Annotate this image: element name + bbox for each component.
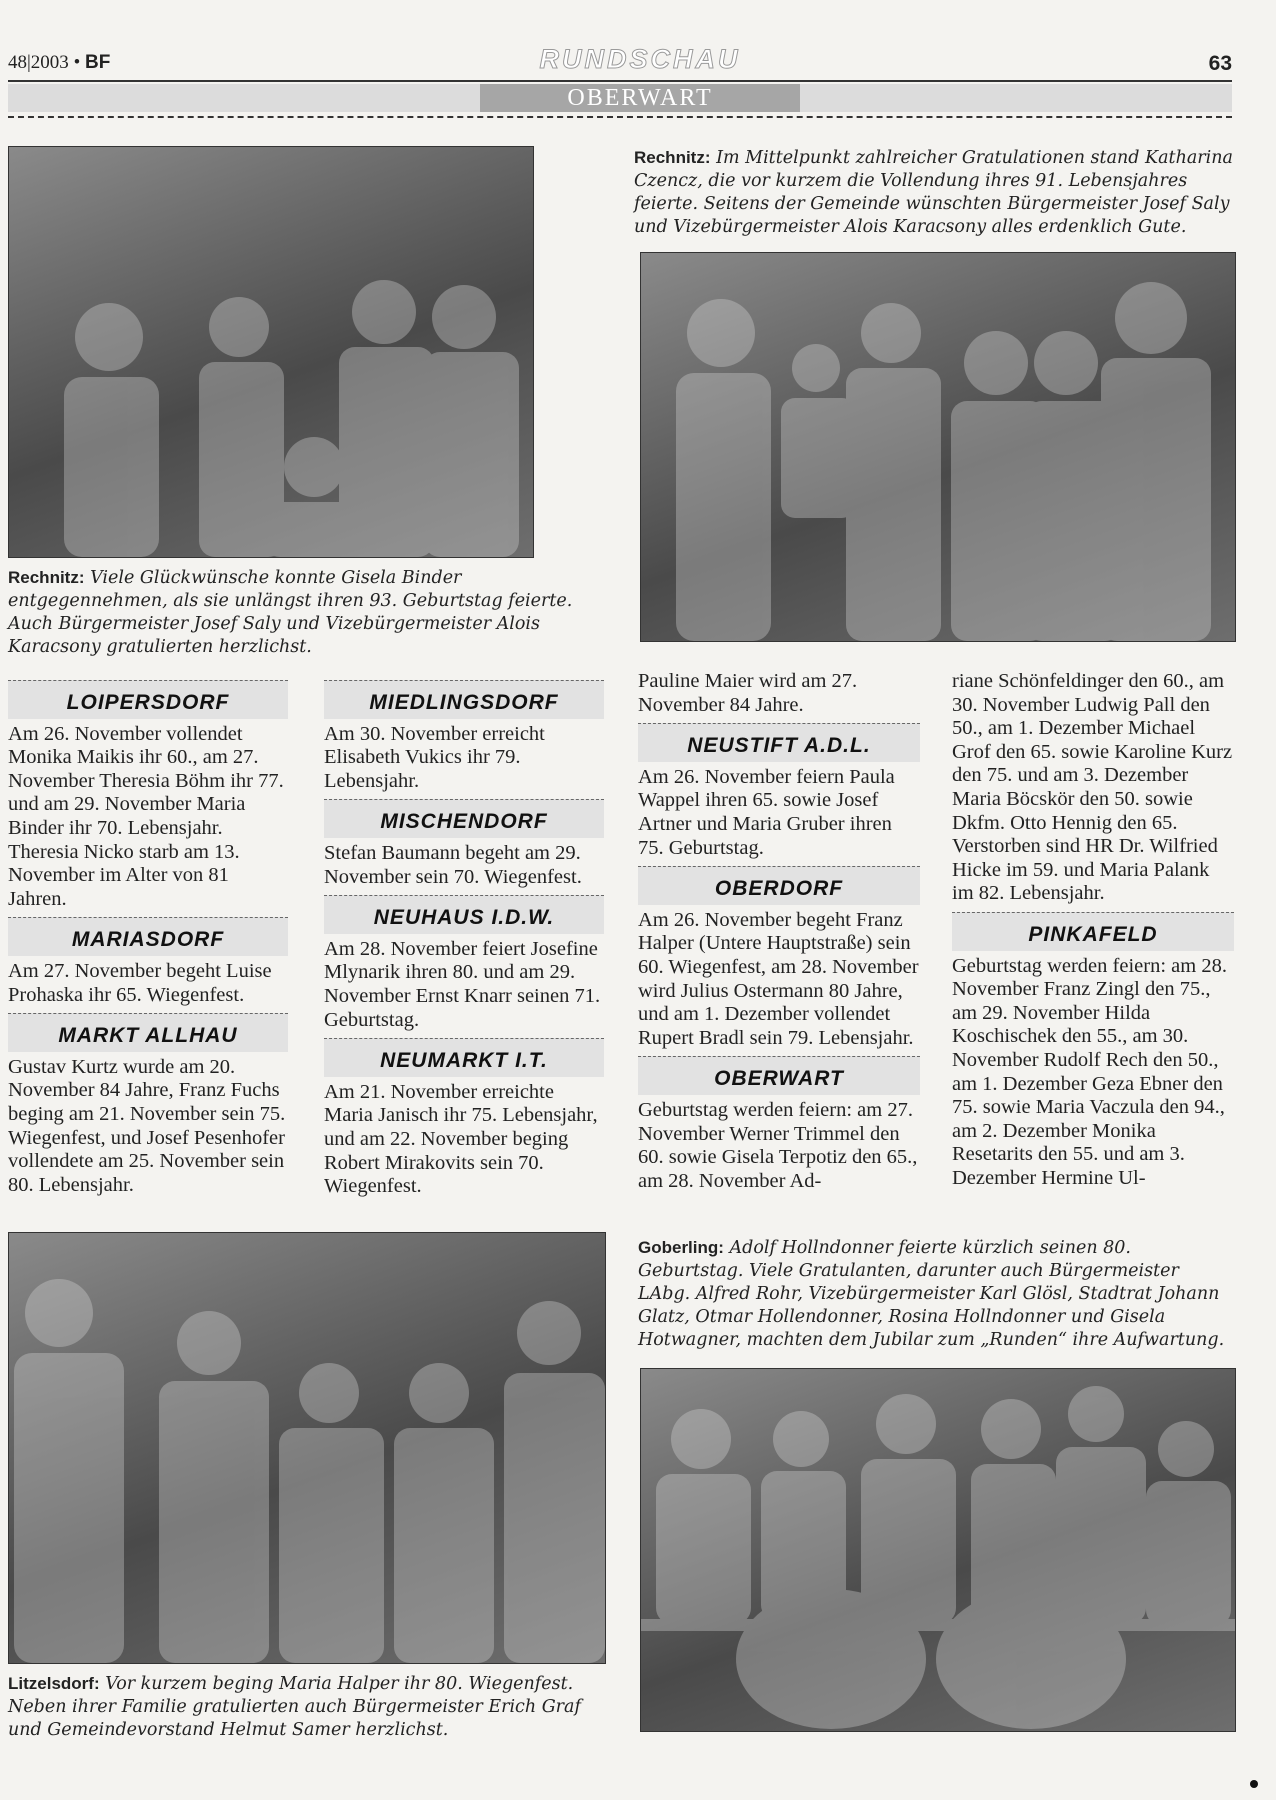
text-miedlingsdorf: Am 30. November erreicht Elisabeth Vukics ihr 79. Lebensjahr. [324, 722, 545, 792]
text-neustift: Am 26. November feiern Paula Wappel ihren 65. sowie Josef Artner und Maria Gruber ihren 75. Geburtstag. [638, 765, 895, 859]
photo-litzelsdorf-halper [8, 1232, 606, 1664]
caption-place: Rechnitz: [8, 568, 85, 587]
caption-rechnitz-binder [8, 566, 608, 659]
text-neuhaus: Am 28. November feiert Josefine Mlynarik ihren 80. und am 29. November Ernst Knarr seinen 71. Geburtstag. [324, 937, 601, 1031]
header-rule [8, 80, 1232, 82]
issue-info [8, 52, 110, 74]
caption-place: Goberling: [638, 1238, 724, 1257]
photo-goberling-hollndonner [640, 1368, 1236, 1732]
heading-markt-allhau: MARKT ALLHAU [8, 1013, 288, 1052]
caption-litzelsdorf [8, 1672, 606, 1742]
photo-figures-icon [641, 1369, 1235, 1731]
heading-loipersdorf: LOIPERSDORF [8, 680, 288, 719]
photo-figures-icon [9, 1233, 605, 1663]
issue-number: 48|2003 [8, 52, 69, 73]
heading-oberwart: OBERWART [638, 1056, 920, 1095]
text-pinkafeld: Geburtstag werden feiern: am 28. November Franz Zingl den 75., am 29. November Hilda Koschischek den 55., am 30. November Rudolf Rech den 50., am 1. Dezember Geza Ebner den 75. sowie Maria Vaczula den 94., am 2. Dezember Monika Resetarits den 55. und am 3. Dezember Hermine Ul- [952, 954, 1227, 1189]
heading-pinkafeld: PINKAFELD [952, 912, 1234, 951]
text-mariasdorf: Am 27. November begeht Luise Prohaska ihr 65. Wiegenfest. [8, 959, 272, 1006]
header-dashed-rule [8, 116, 1232, 118]
text-neumarkt: Am 21. November erreichte Maria Janisch ihr 75. Lebensjahr, und am 22. November beging Robert Mirakovits sein 70. Wiegenfest. [324, 1080, 598, 1198]
text-oberdorf: Am 26. November begeht Franz Halper (Untere Hauptstraße) sein 60. Wiegenfest, am 28. November wird Julius Ostermann 80 Jahre, und am 1. Dezember vollendet Rupert Bradl sein 79. Lebensjahr. [638, 908, 919, 1049]
column-2 [324, 680, 604, 1199]
text-oberwart: Geburtstag werden feiern: am 27. November Werner Trimmel den 60. sowie Gisela Terpotiz den 65., am 28. November Ad- [638, 1098, 918, 1192]
caption-text: Im Mittelpunkt zahlreicher Gratulationen stand Katharina Czencz, die vor kurzem die Vollendung ihres 91. Lebensjahres feierte. Seitens der Gemeinde wünschten Bürgermeister Josef Saly und Vizebürgermeister Alois Karacsony alles erdenklich Gute. [634, 148, 1233, 237]
text-pauline-maier: Pauline Maier wird am 27. November 84 Jahre. [638, 670, 858, 716]
page-end-mark [1250, 1780, 1258, 1788]
caption-rechnitz-czencz [634, 146, 1238, 239]
heading-miedlingsdorf: MIEDLINGSDORF [324, 680, 604, 719]
caption-text: Adolf Hollndonner feierte kürzlich seinen 80. Geburtstag. Viele Gratulanten, darunter auch Bürgermeister LAbg. Alfred Rohr, Vizebürgermeister Karl Glösl, Stadtrat Johann Glatz, Otmar Hollendonner, Rosina Hollndonner und Gisela Hotwagner, machten dem Jubilar zum „Runden“ ihre Aufwartung. [638, 1238, 1225, 1350]
photo-rechnitz-czencz [640, 252, 1236, 642]
photo-figures-icon [641, 253, 1235, 641]
text-mischendorf: Stefan Baumann begeht am 29. November sein 70. Wiegenfest. [324, 841, 582, 888]
region-title: OBERWART [480, 84, 800, 112]
column-3 [638, 670, 920, 1193]
caption-place: Rechnitz: [634, 148, 711, 167]
caption-goberling [638, 1236, 1236, 1352]
heading-neustift: NEUSTIFT A.D.L. [638, 723, 920, 762]
heading-oberdorf: OBERDORF [638, 866, 920, 905]
section-title: RUNDSCHAU [539, 44, 741, 74]
caption-text: Viele Glückwünsche konnte Gisela Binder entgegennehmen, als sie unlängst ihren 93. Geburtstag feierte. Auch Bürgermeister Josef Saly und Vizebürgermeister Alois Karacsony gratulierten herzlichst. [8, 568, 573, 657]
page-number: 63 [1208, 52, 1232, 75]
column-4 [952, 670, 1234, 1190]
heading-neumarkt: NEUMARKT I.T. [324, 1038, 604, 1077]
caption-place: Litzelsdorf: [8, 1674, 100, 1693]
heading-neuhaus: NEUHAUS I.D.W. [324, 895, 604, 934]
column-1 [8, 680, 288, 1197]
bullet: • [73, 52, 81, 73]
caption-text: Vor kurzem beging Maria Halper ihr 80. Wiegenfest. Neben ihrer Familie gratulierten auch Bürgermeister Erich Graf und Gemeindevorstand Helmut Samer herzlichst. [8, 1674, 581, 1740]
photo-figures-icon [9, 147, 533, 557]
text-oberwart-continued: riane Schönfeldinger den 60., am 30. November Ludwig Pall den 50., am 1. Dezember Michael Grof den 65. sowie Karoline Kurz den 75. und am 3. Dezember Maria Böcskör den 50. sowie Dkfm. Otto Hennig den 65. Verstorben sind HR Dr. Wilfried Hicke im 59. und Maria Palank im 82. Lebensjahr. [952, 670, 1233, 905]
heading-mischendorf: MISCHENDORF [324, 799, 604, 838]
text-loipersdorf: Am 26. November vollendet Monika Maikis ihr 60., am 27. November Theresia Böhm ihr 77. und am 29. November Maria Binder ihr 70. Lebensjahr. Theresia Nicko starb am 13. November im Alter von 81 Jahren. [8, 722, 284, 910]
heading-mariasdorf: MARIASDORF [8, 917, 288, 956]
photo-rechnitz-binder [8, 146, 534, 558]
publication-name: BF [84, 52, 111, 73]
text-markt-allhau: Gustav Kurtz wurde am 20. November 84 Jahre, Franz Fuchs beging am 21. November sein 75. Wiegenfest, und Josef Pesenhofer vollendete am 25. November sein 80. Lebensjahr. [8, 1055, 286, 1196]
